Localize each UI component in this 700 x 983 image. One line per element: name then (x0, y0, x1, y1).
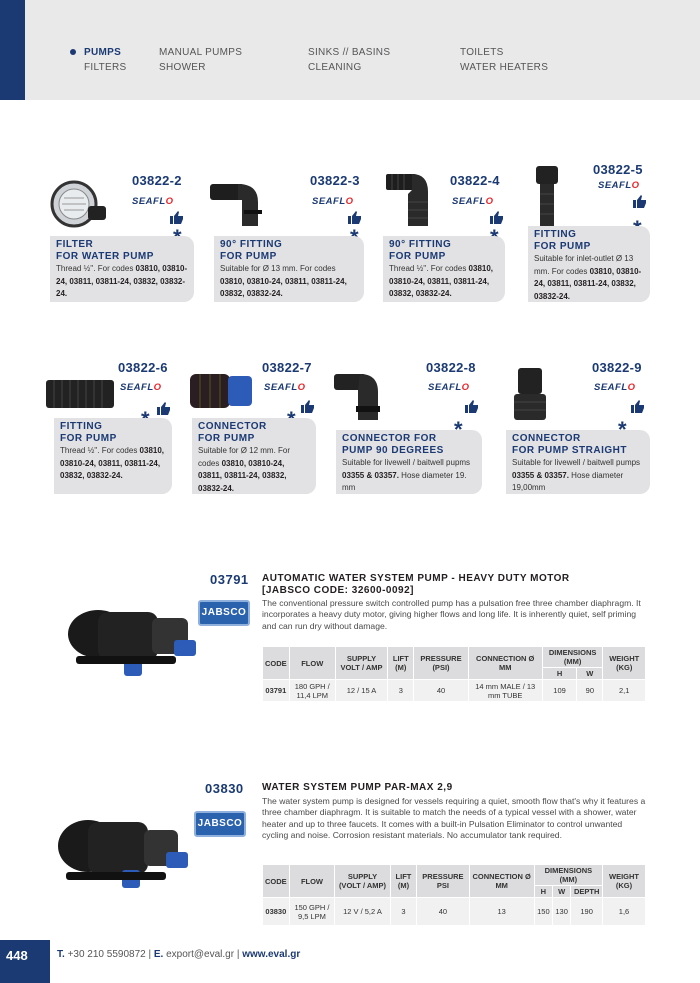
phone-number[interactable]: +30 210 5590872 (67, 949, 146, 960)
elbow-fitting-13mm-image (208, 180, 270, 228)
straight-fitting-image (532, 164, 564, 228)
jabsco-logo: JABSCO (194, 811, 246, 837)
connector-90-image (332, 370, 384, 422)
card-codes: 03810, 03810-24, 03811, 03811-24, 03832, 03832-24. (220, 276, 347, 298)
thumbs-up-icon (465, 400, 479, 413)
water-pump-03830-image (52, 810, 192, 896)
cell-code: 03791 (263, 680, 290, 702)
footer-contact (57, 949, 300, 960)
col-supply: SUPPLY VOLT / AMP (335, 647, 387, 680)
card-codes: 03810, 03810-24, 03811, 03811-24, 03832, 03832-24. (389, 264, 494, 298)
card-codes: 03810, 03810-24, 03811, 03811-24, 03832, 03832-24. (60, 446, 165, 480)
elbow-fitting-thread-image (384, 170, 434, 228)
seaflo-logo: SEAFLO (132, 196, 174, 207)
card-title: 90° FITTING (389, 239, 452, 250)
card-description: Thread ½''. For codes (60, 446, 140, 455)
cell-w: 90 (577, 680, 603, 702)
website-link[interactable]: www.eval.gr (242, 949, 301, 960)
card-codes: 03355 & 03357. (512, 470, 569, 480)
cell-connection: 13 (469, 898, 534, 926)
cell-pressure: 40 (414, 680, 468, 702)
product-code: 03822-5 (593, 162, 643, 177)
nav-water-heaters[interactable]: WATER HEATERS (460, 62, 549, 73)
product-code: 03830 (205, 781, 244, 796)
card-subtitle: FOR WATER PUMP (56, 251, 154, 262)
cell-lift: 3 (388, 680, 414, 702)
col-flow: FLOW (289, 647, 335, 680)
connector-straight-image (510, 366, 550, 422)
nav-color-band (0, 0, 25, 100)
col-weight: WEIGHT (KG) (603, 865, 646, 898)
product-title: WATER SYSTEM PUMP PAR-MAX 2,9 (262, 782, 453, 793)
product-code: 03822-7 (262, 360, 312, 375)
col-h: H (534, 886, 552, 898)
cell-flow: 180 GPH / 11,4 LPM (289, 680, 335, 702)
jabsco-logo: JABSCO (198, 600, 250, 626)
card-subtitle: FOR PUMP (389, 251, 446, 262)
card-title: CONNECTOR FOR (342, 433, 437, 444)
card-title: FITTING (60, 421, 103, 432)
nav-cleaning[interactable]: CLEANING (308, 62, 362, 73)
cell-depth: 190 (571, 898, 603, 926)
col-depth: DEPTH (571, 886, 603, 898)
card-title: FITTING (534, 229, 577, 240)
cell-supply: 12 / 15 A (335, 680, 387, 702)
product-code: 03822-2 (132, 173, 182, 188)
card-codes: 03810, 03810-24, 03811, 03811-24, 03832, 03832-24. (534, 266, 642, 301)
active-bullet-icon (70, 49, 76, 55)
cell-connection: 14 mm MALE / 13 mm TUBE (468, 680, 542, 702)
card-description: Suitable for Ø 12 mm. For codes (198, 446, 291, 468)
product-card (506, 430, 650, 494)
card-codes: 03355 & 03357. (342, 470, 399, 480)
product-code: 03822-4 (450, 173, 500, 188)
card-codes: 03810, 03810-24, 03811, 03811-24, 03832, 03832-24. (56, 264, 188, 298)
spec-table (262, 864, 646, 926)
col-dimensions: DIMENSIONS (MM) (534, 865, 602, 886)
card-codes: 03810, 03810-24, 03811, 03811-24, 03832, 03832-24. (198, 458, 287, 493)
col-pressure: PRESSURE PSI (417, 865, 469, 898)
thumbs-up-icon (490, 211, 504, 224)
product-card (528, 226, 650, 302)
thumbs-up-icon (170, 211, 184, 224)
top-navigation (0, 0, 700, 100)
card-description: Suitable for livewell / baitwell pumps (512, 458, 641, 467)
cell-h: 109 (542, 680, 576, 702)
product-description: The water system pump is designed for vessels requiring a quiet, smooth flow that's why it features a three chamber diaphragm. It is suitable to match the needs of a typical vessel with a shower, water heater and up to three faucets. It comes with a built-in Pulsation Eliminator to control unwanted cycling and noise. Corrosion resistant materials. No accumulator tank required. (262, 796, 646, 841)
seaflo-logo: SEAFLO (598, 180, 640, 191)
cell-lift: 3 (390, 898, 417, 926)
col-h: H (542, 668, 576, 680)
col-code: CODE (263, 865, 290, 898)
seaflo-logo: SEAFLO (452, 196, 494, 207)
cell-supply: 12 V / 5,2 A (335, 898, 390, 926)
col-connection: CONNECTION Ø MM (468, 647, 542, 680)
nav-shower[interactable]: SHOWER (159, 62, 206, 73)
thumbs-up-icon (633, 195, 647, 208)
water-pump-03791-image (62, 600, 202, 682)
thumbs-up-icon (301, 400, 315, 413)
thumbs-up-icon (348, 211, 362, 224)
separator: | (236, 949, 240, 960)
thumbs-up-icon (157, 402, 171, 415)
nav-pumps[interactable]: PUMPS (84, 47, 122, 58)
card-description-end: Hose diameter 19. mm (342, 470, 467, 492)
seaflo-logo: SEAFLO (428, 382, 470, 393)
card-subtitle: FOR PUMP (60, 433, 117, 444)
product-card (54, 418, 172, 494)
table-row (263, 680, 646, 702)
card-title: CONNECTOR (512, 433, 581, 444)
product-code: 03822-8 (426, 360, 476, 375)
product-code: 03791 (210, 572, 249, 587)
seaflo-logo: SEAFLO (264, 382, 306, 393)
nav-sinks-basins[interactable]: SINKS // BASINS (308, 47, 391, 58)
threaded-fitting-image (44, 374, 116, 414)
col-connection: CONNECTION Ø MM (469, 865, 534, 898)
col-supply: SUPPLY (VOLT / AMP) (335, 865, 390, 898)
col-code: CODE (263, 647, 290, 680)
product-description: The conventional pressure switch controlled pump has a pulsation free three chamber diaphragm. It incorporates a heavy duty motor, giving higher flows and long life. It is inherently quiet, self priming and can run dry without damage. (262, 598, 641, 631)
card-title: FILTER (56, 239, 94, 250)
seaflo-logo: SEAFLO (312, 196, 354, 207)
phone-label: T. (57, 949, 65, 960)
card-description: Suitable for Ø 13 mm. For codes (220, 264, 336, 273)
col-dimensions: DIMENSIONS (MM) (542, 647, 603, 668)
col-flow: FLOW (289, 865, 335, 898)
col-lift: LIFT (M) (388, 647, 414, 680)
col-lift: LIFT (M) (390, 865, 417, 898)
email-link[interactable]: export@eval.gr (166, 949, 235, 960)
nav-toilets[interactable]: TOILETS (460, 47, 504, 58)
card-title: CONNECTOR (198, 421, 267, 432)
card-description: Thread ½''. For codes (389, 264, 469, 273)
product-code: 03822-3 (310, 173, 360, 188)
cell-flow: 150 GPH / 9,5 LPM (289, 898, 335, 926)
seaflo-logo: SEAFLO (594, 382, 636, 393)
card-subtitle: FOR PUMP (534, 241, 591, 252)
product-card (192, 418, 316, 494)
product-card (336, 430, 482, 494)
card-subtitle: PUMP 90 DEGREES (342, 445, 444, 456)
product-subtitle: [JABSCO CODE: 32600-0092] (262, 585, 414, 596)
card-title: 90° FITTING (220, 239, 283, 250)
thumbs-up-icon (631, 400, 645, 413)
nav-filters[interactable]: FILTERS (84, 62, 127, 73)
cell-h: 150 (534, 898, 552, 926)
product-card (50, 236, 194, 302)
product-title: AUTOMATIC WATER SYSTEM PUMP - HEAVY DUTY MOTOR (262, 573, 570, 584)
cell-weight: 1,6 (603, 898, 646, 926)
email-label: E. (153, 949, 164, 960)
card-subtitle: FOR PUMP STRAIGHT (512, 445, 627, 456)
col-w: W (553, 886, 571, 898)
cell-code: 03830 (263, 898, 290, 926)
cell-weight: 2,1 (603, 680, 646, 702)
nav-manual-pumps[interactable]: MANUAL PUMPS (159, 47, 243, 58)
seaflo-logo: SEAFLO (120, 382, 162, 393)
page-number: 448 (0, 940, 50, 983)
cell-pressure: 40 (417, 898, 469, 926)
spec-table (262, 646, 646, 702)
col-pressure: PRESSURE (PSI) (414, 647, 468, 680)
col-weight: WEIGHT (KG) (603, 647, 646, 680)
card-description: Suitable for livewell / baitwell pupms (342, 458, 471, 467)
product-code: 03822-6 (118, 360, 168, 375)
connector-12mm-image (188, 370, 256, 414)
card-subtitle: FOR PUMP (220, 251, 277, 262)
product-card (214, 236, 364, 302)
col-w: W (577, 668, 603, 680)
card-description-end: Hose diameter 19,00mm (512, 470, 624, 492)
filter-product-image (46, 176, 110, 232)
separator: | (148, 949, 152, 960)
card-description: Suitable for inlet-outlet Ø 13 mm. For codes (534, 254, 634, 276)
product-code: 03822-9 (592, 360, 642, 375)
table-row (263, 898, 646, 926)
cell-w: 130 (553, 898, 571, 926)
product-card (383, 236, 505, 302)
card-description: Thread ½''. For codes (56, 264, 136, 273)
card-subtitle: FOR PUMP (198, 433, 255, 444)
